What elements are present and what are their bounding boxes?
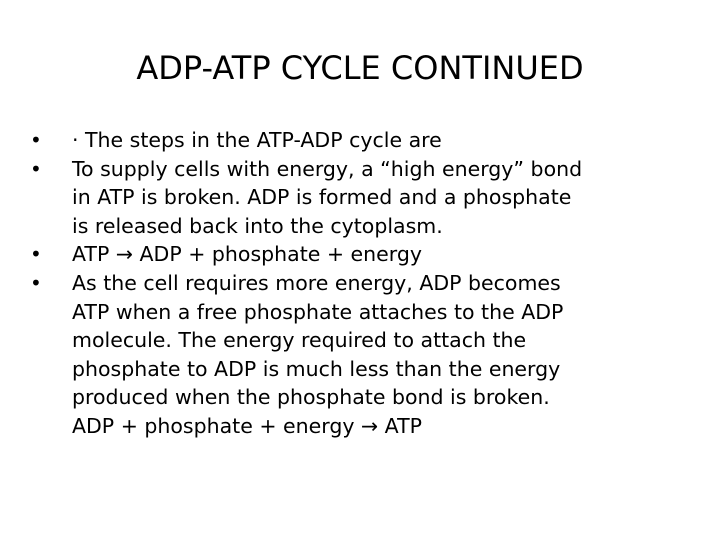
bullet-item — [26, 240, 694, 269]
bullet-list — [26, 126, 694, 441]
bullet-text-line: To supply cells with energy, a “high energy” bond — [72, 156, 583, 181]
bullet-text-line: ATP → ADP + phosphate + energy — [72, 242, 422, 267]
bullet-marker: • — [30, 242, 42, 267]
bullet-item — [26, 155, 694, 241]
bullet-text-line: ADP + phosphate + energy → ATP — [72, 413, 422, 438]
bullet-text-line: phosphate to ADP is much less than the energy — [72, 356, 561, 381]
bullet-text-line: produced when the phosphate bond is broken. — [72, 385, 550, 410]
bullet-item — [26, 269, 694, 441]
bullet-text-line: molecule. The energy required to attach the — [72, 328, 527, 353]
bullet-text-line: ATP when a free phosphate attaches to the ADP — [72, 299, 564, 324]
bullet-text-line: in ATP is broken. ADP is formed and a phosphate — [72, 185, 572, 210]
bullet-marker: • — [30, 156, 42, 181]
slide-title: ADP-ATP CYCLE CONTINUED — [136, 49, 584, 87]
bullet-text-line: As the cell requires more energy, ADP becomes — [72, 270, 561, 295]
bullet-text-line: is released back into the cytoplasm. — [72, 213, 443, 238]
bullet-text-line: · The steps in the ATP-ADP cycle are — [72, 128, 442, 152]
bullet-marker: • — [30, 270, 42, 295]
bullet-marker: • — [30, 128, 42, 152]
bullet-item — [26, 126, 694, 155]
